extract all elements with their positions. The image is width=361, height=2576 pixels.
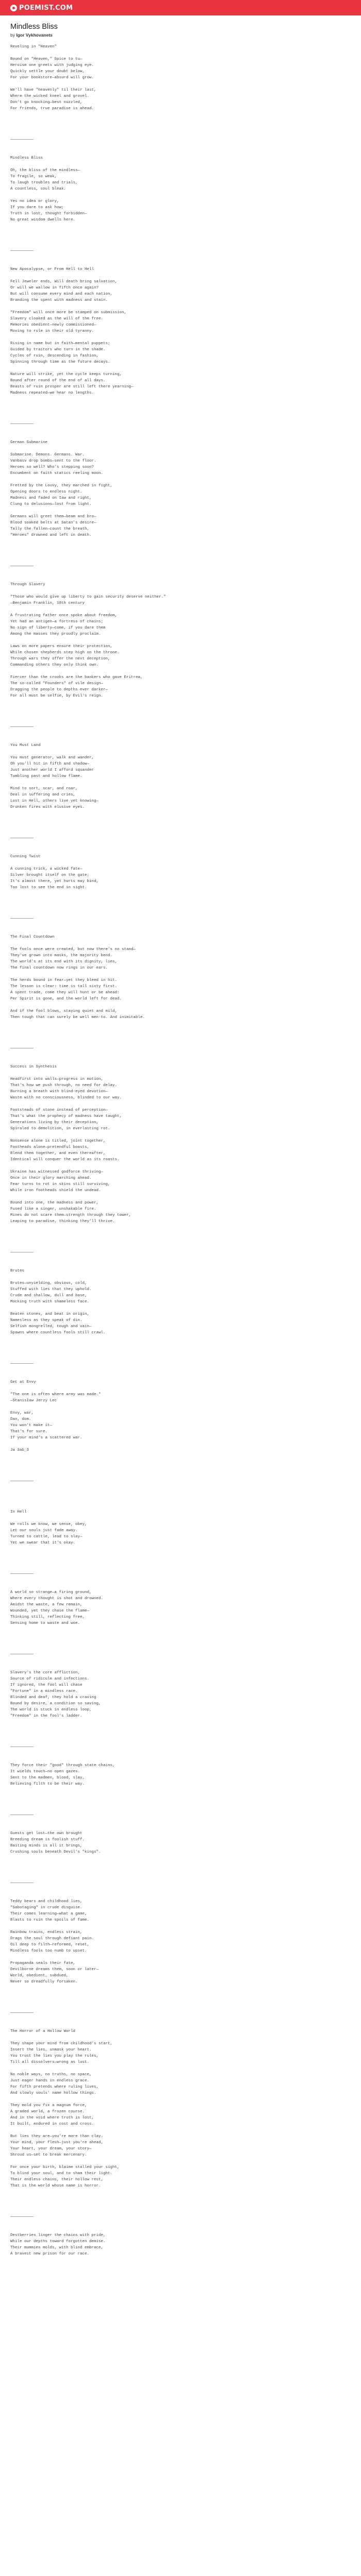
logo-text: POEMIST.COM xyxy=(19,4,73,12)
poem-body: Reveling in "Heaven" Bound on "Heaven," Spice to tu— Heroism one greets with judging eye. Quickly settle your doubt below, For your bookstore—absurd will grow. We'll have "heavenly" til their last, Where the wicked kneel and grovel. Don't go knocking—best nuzzled, For friends, true paradise is ahead. —————————— Mindless Bliss Oh, the bliss of the mindless— To fragile, so weak, To laugh troubles and trials, A countless, soul bleak. Yes no idea or glory, If you dare to ask how; Truth in lost, thought forbidden— No great wisdom dwells here. —————————— New Apocalypse, or From Hell to Hell Fell Jeweler ends, Will death bring salvation, Or will we wallow in fifth once again? But will consume every mind and each nation, Branding the spent with madness and stain. "Freedom" will once more be stamped on submission, Slavery cloaked as the will of the free. Memories obedient—newly commissioned— Moving to rule in their old tyranny. Rising in name but in faith—mental puppets; Guided by traitors who turn in the shade. Cycles of ruin, descending in fashion, Spinning through time as the future decays. Nature will strike, yet the cycle keeps turning, Bound after round of the end of all days. Beasts of ruin prosper are still left there yearning— Madness repeated—we hear no lengths. —————————— German Submarine Submarine. Demons. Germans. War. Vanbasv drop bombs—sent to the floor. Heroes so well? Who's stepping soon? Encumbent on faith statics reeling moon. Fretted by the Louvy, they marched in fight, Opening doors to endless night. Madness and faded on Iaw and right, Clung to delusions—lost from light. Germans will greet them—beam and bro— Blood soaked belts at Satan's desire— Tally the fallen—count the breath, "Heroes" drowned and left in death. —————————— Through Slavery "Those who would give up liberty to gain security deserve neither." —Benjamin Franklin, 18th century A frustrating father once spoke about freedom, Yet had an antigen—a fortress of chains; No sign of liberty—come, if you dare them Among the masses they proudly proclaim. Laws on more papers ensure their protection, While chosen shepherds step high on the throne. Through wars they offer the next deception, Commanding others they only think own. Fiercer than the crooks are the bankers who gave Eritrea, The so-called "Founders" of vile design— Dragging the people to depths ever darker— For all must be selfie, by Evil's reign. —————————— You Must Land You must generator, walk and wander, Oh you'll hit in fifth and shadow— Just another world I afford squander Tumbling past and hollow flame. Mind to sort, scar, and roar, Deal in suffering and cries, Lost in Hell, others live yet knowing— Drunken fires with elusive eyes. —————————— Cunning Twist A cunning trick, a wicked fate— Silver brought itself on the gate; It's almost there, yet hurts may bind, Too lost to see the end in sight. —————————— The Final Countdown The fools once were created, but now there's no stand— They've grown into masks, the majority bend. The world's at its end with its dignity, lies, The final countdown now rings in our ears. The herds bound in fear—yet they bleed in hit. The lesson is clear: time is tall sixty first. A spent trade, come they will hunt or be ahead: Per Spirit is gone, and the world left for dead. And if the fool blows, staying quiet and mild, Then tough that can surely be well men-to. And inimitable. —————————— Success in Synthesis Headfirst into walls—progress in motion, That's how we push through, no need for delay. Burning a breath with blind-eyed devotion— Waste with no consciousness, blinded to our way. Footsteads of stone instead of perception— That's what the prophecy of madness have taught, Generations living by their deception, Spiraled to demolition, in everlasting rot. Nonsense alone is titled, joint together, Footheads alone—pretendful boasts, Blend them together, and even thereafter, Identical will conquer the world as its roasts. Ukraine has witnessed godforce thriving— Once in their glory marching ahead. Fear turns to rot in skins still surviving, While iron footheads shield the undead. Bound into one, the madness and power, Fused like a singer, unshakable fire. Mines do not scare them—strength through they tower, Leaping to paradise, thinking they'll thrive. —————————— Brutes Brutes—unyielding, obvious, cold, Stuffed with lies that they uphold. Crude and shallow, dull and base, Mocking truth with shameless face. Beaten stones, and beat in origin, Namesless as they speak of din. Selfish mongrelled, tough and vain— Spawns where countless fools still crawl. —————————— Get at Envy "The one is often where army was made." —Stanisław Jerzy Lec Envy, war, Dan, dom. You won't make it— That's for sure. If your mind's a scattered war. Ja 3ab_3 —————————— In Hell We rolls we know, we sense, obey, Let our souls just fade away. Turned to cattle, lead to slay— Yet we swear that it's okay. —————————— A world so strange—a firing ground, Where every thought is shot and drowned. Amidst the waste, a few remain, Wounded, yet they chase the flame— Thinking still, reflecting free, Sensing home to waste and woe. —————————— Slavery's the core affliction, Source of ridicule and infections. If ignored, the fool will chase "Fortune" in a mindless race. Blinded and deaf, they hold a craving Bound by desire, a condition so saving, The world is stuck in endless loop, "Freedom" in the fool's ladder. —————————— They force their "good" through state chains, It wields touch—no open gazes. Sent to the madmen, blood, slay, Believing filth to be their way. —————————— Guests get lost—the own brought Breeding dream is foolish stuff. Baiting minds is all it brings, Crushing souls beneath Devil's "kings". —————————— Teddy bears and childhood lies, "Sabotaging" in crude disguise. Their comes learning—what a game, Blasts to ruin the spoils of fame. Rainbow trains, endless strain, Drags the soul through defiant pain. Oil deep to filth—reformed, reset, Mindless fools too numb to upset. Propaganda seals their fate, Devilborne dreams them, soon or later— World, obedient, subdued, Never so dreadfully forsaken. —————————— The Horror of a Hollow World They shape your mind from childhood's start, Insert the lies, unmask your heart. You trust the lies you play the rules, Till all dissolvers—wrong as lust. No noble ways, no truths, no space, Just eager hands in endless grace. For fifth pretends where ruling lives, And slowly souls' name hollow things. They mold you fix a magnum force, A graded world, a frozen course. And in the void where truth is lost, It built, endured in cost and cross. But lies they are—you're more than clay. Your mind, your flesh—just you're ahead, Your heart, your dream, your story— Shroud us—set to break mercenary. For once your birth, blaime stalled your sight, To blind your soul, and to sham their light. Their endless chains, their hollow rest, That is the world whose name is horror. —————————— Destberries linger the chains with pride, While our depths toward forgotten demise. Their mummies molds, with blind embrace, A bravest new prison for our race. xyxy=(10,45,166,2256)
poem-byline xyxy=(10,32,351,38)
poem-title: Mindless Bliss xyxy=(10,23,58,31)
site-header xyxy=(0,0,361,15)
poem-container xyxy=(0,23,361,2257)
author-link[interactable]: Igor Vykhovanets xyxy=(16,32,53,38)
byline-prefix: by xyxy=(10,32,17,38)
site-logo[interactable] xyxy=(10,4,73,12)
logo-circle-icon xyxy=(10,5,17,11)
